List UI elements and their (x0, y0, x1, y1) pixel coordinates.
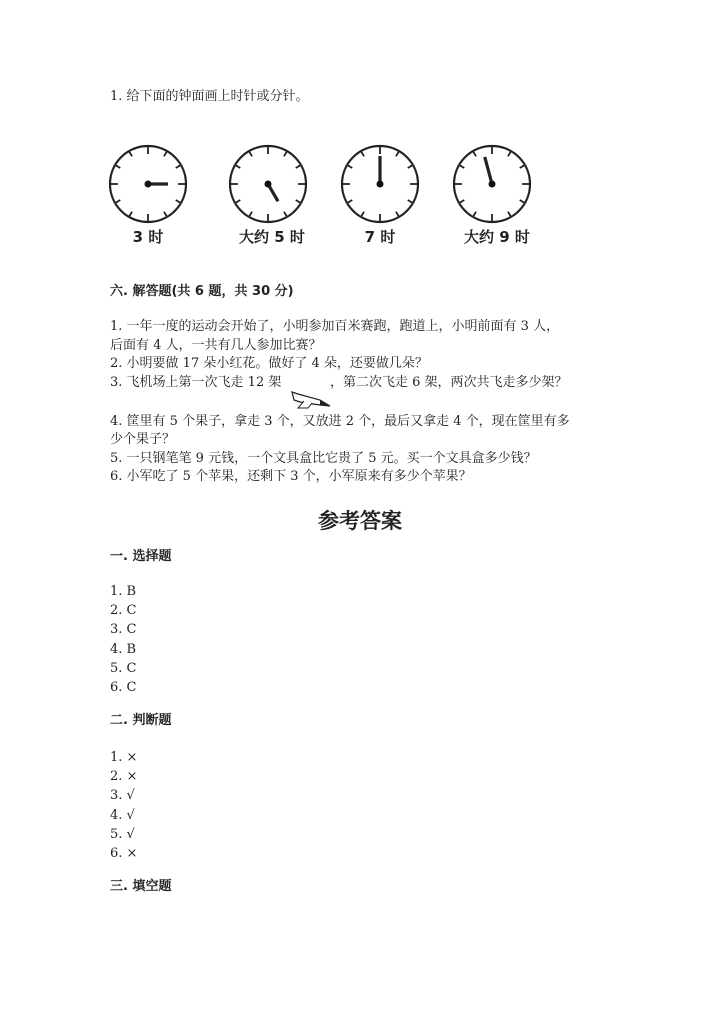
clock-center (265, 181, 272, 188)
question-line: 5. 一只钢笔笔 9 元钱，一个文具盒比它贵了 5 元。买一个文具盒多少钱？ (110, 451, 537, 466)
clock-label: 大约 9 时 (464, 228, 530, 246)
question-line: 3. 飞机场上第一次飞走 12 架 (110, 375, 282, 390)
answer-item: 1. B (110, 584, 137, 599)
clock-face-4 (450, 142, 534, 226)
answers-title: 参考答案 (318, 509, 402, 533)
airplane-icon (290, 388, 332, 410)
question-line: 2. 小明要做 17 朵小红花。做好了 4 朵，还要做几朵？ (110, 356, 428, 371)
question-line: 4. 筐里有 5 个果子，拿走 3 个，又放进 2 个，最后又拿走 4 个，现在筐里有多 (110, 414, 570, 429)
clock-center (377, 181, 384, 188)
answer-item: 4. B (110, 641, 137, 657)
answer-item: 4. √ (110, 807, 135, 823)
answer-item: 5. C (110, 660, 137, 676)
question-line: ，第二次飞走 6 架，两次共飞走多少架？ (330, 375, 568, 390)
answer-item: 3. √ (110, 788, 135, 804)
section-heading: 一. 选择题 (110, 549, 172, 564)
answer-item: 5. √ (110, 826, 135, 842)
section-heading: 二. 判断题 (110, 713, 172, 728)
clock-center (145, 181, 152, 188)
question-line: 少个果子？ (110, 432, 176, 447)
clock-label: 大约 5 时 (239, 228, 305, 246)
question-line: 后面有 4 人，一共有几人参加比赛？ (110, 338, 322, 353)
clock-center (489, 181, 496, 188)
answer-item: 2. × (110, 769, 138, 785)
answer-item: 6. C (110, 680, 137, 695)
clock-face-3 (338, 142, 422, 226)
question-line: 6. 小军吃了 5 个苹果，还剩下 3 个，小军原来有多少个苹果？ (110, 469, 472, 484)
answer-item: 6. × (110, 846, 138, 861)
clock-label: 3 时 (132, 228, 164, 246)
clock-question: 1. 给下面的钟面画上时针或分针。 (110, 89, 309, 104)
clock-face-1 (106, 142, 190, 226)
section-heading: 三. 填空题 (110, 879, 172, 894)
section-heading: 六. 解答题(共 6 题，共 30 分) (110, 284, 294, 299)
clock-label: 7 时 (364, 228, 396, 246)
answer-item: 1. × (110, 750, 138, 765)
clock-face-2 (226, 142, 310, 226)
question-line: 1. 一年一度的运动会开始了，小明参加百米赛跑，跑道上，小明前面有 3 人， (110, 319, 560, 334)
answer-item: 3. C (110, 622, 137, 638)
answer-item: 2. C (110, 603, 137, 619)
